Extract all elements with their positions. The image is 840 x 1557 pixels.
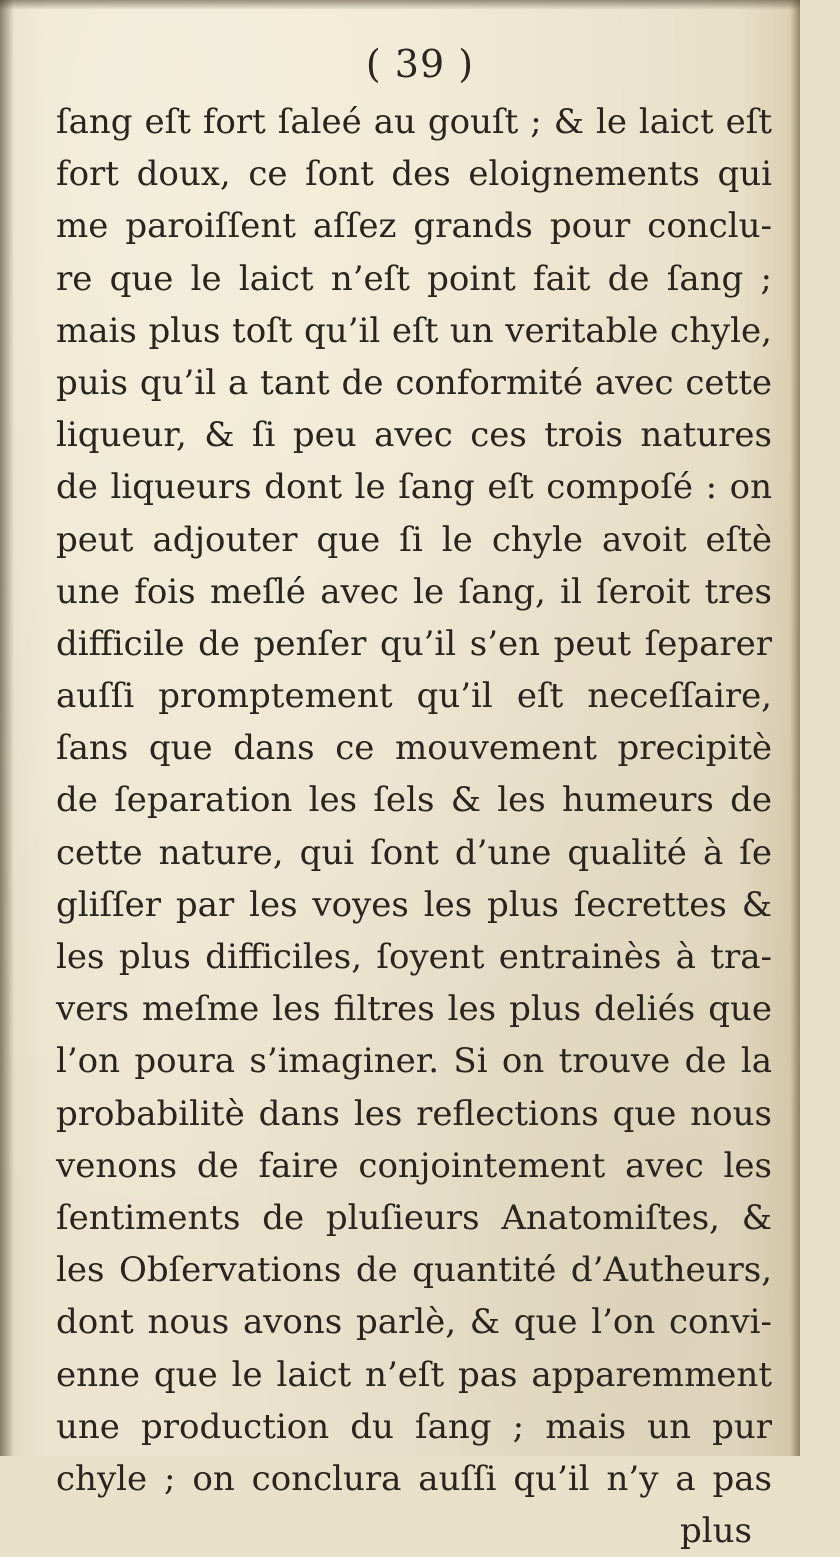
text-line: liqueur, & ſi peu avec ces trois natures bbox=[56, 415, 772, 456]
text-line: auſſi promptement qu’il eſt neceſſaire, bbox=[56, 676, 772, 717]
text-line: de liqueurs dont le ſang eſt compoſé : on bbox=[56, 467, 772, 508]
text-line: enne que le laict n’eſt pas apparemment bbox=[56, 1354, 772, 1395]
text-line: re que le laict n’eſt point fait de ſang ; bbox=[56, 258, 772, 299]
text-line: mais plus toſt qu’il eſt un veritable chyle, bbox=[56, 310, 772, 351]
text-line: fort doux, ce ſont des eloignements qui bbox=[56, 154, 772, 195]
text-line: une fois meſlé avec le ſang, il ſeroit tres bbox=[56, 571, 772, 612]
text-line: me paroiſſent aſſez grands pour conclu- bbox=[56, 206, 772, 247]
text-line: l’on poura s’imaginer. Si on trouve de la bbox=[56, 1041, 772, 1082]
page-right-edge bbox=[790, 0, 800, 1456]
text-line: puis qu’il a tant de conformité avec cette bbox=[56, 362, 772, 403]
text-line: ſans que dans ce mouvement precipitè bbox=[56, 728, 772, 769]
text-line: ſentiments de pluſieurs Anatomiſtes, & bbox=[56, 1197, 772, 1238]
text-line: les Obſervations de quantité d’Autheurs, bbox=[56, 1250, 772, 1291]
text-line: difficile de penſer qu’il s’en peut ſeparer bbox=[56, 623, 772, 664]
text-line: peut adjouter que ſi le chyle avoit eſtè bbox=[56, 519, 772, 560]
text-line: venons de faire conjointement avec les bbox=[56, 1145, 772, 1186]
page-number: ( 39 ) bbox=[365, 42, 475, 86]
text-line: une production du ſang ; mais un pur bbox=[56, 1406, 772, 1447]
text-line: cette nature, qui ſont d’une qualité à ſe bbox=[56, 832, 772, 873]
text-line: vers meſme les filtres les plus deliés que bbox=[56, 989, 772, 1030]
page-gutter-shadow bbox=[0, 0, 14, 1456]
text-line: les plus difficiles, ſoyent entrainès à tra- bbox=[56, 937, 772, 977]
text-line: dont nous avons parlè, & que l’on convi- bbox=[56, 1302, 772, 1343]
text-line: ſang eſt fort ſaleé au gouſt ; & le laict eſt bbox=[56, 102, 772, 142]
text-line: probabilitè dans les reflections que nous bbox=[56, 1093, 772, 1134]
body-text bbox=[56, 96, 772, 1557]
catchword: plus bbox=[680, 1511, 752, 1552]
text-line: gliſſer par les voyes les plus ſecrettes & bbox=[56, 884, 772, 925]
page-top-shadow bbox=[0, 0, 800, 10]
text-line: chyle ; on conclura auſſi qu’il n’y a pas bbox=[56, 1458, 772, 1499]
text-line: de ſeparation les ſels & les humeurs de bbox=[56, 780, 772, 821]
